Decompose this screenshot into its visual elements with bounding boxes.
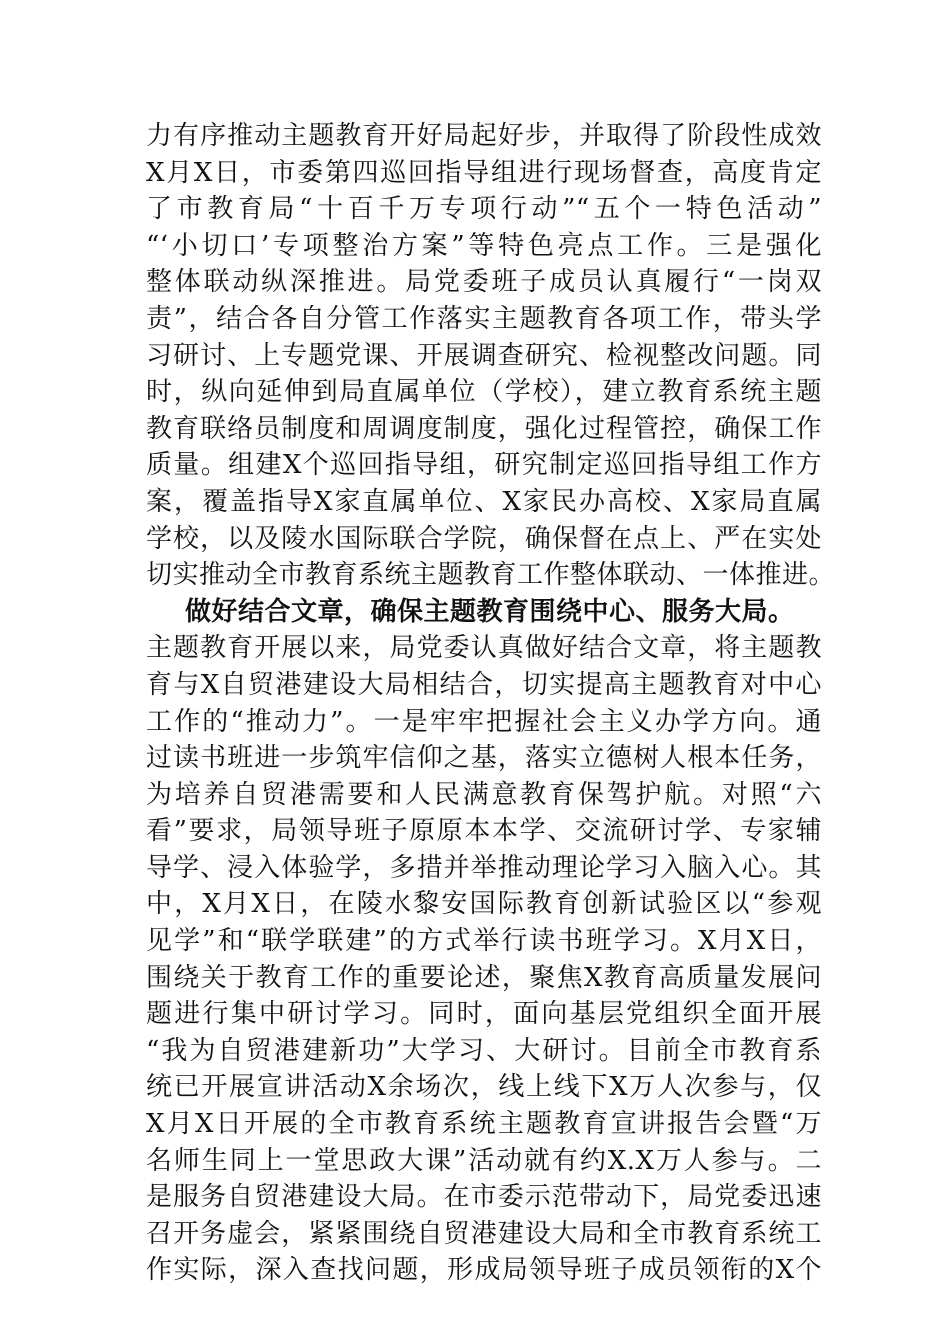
text-line: “我为自贸港建新功”大学习、大研讨。目前全市教育系	[146, 1035, 822, 1066]
text-line: 名师生同上一堂思政大课”活动就有约X.X万人参与。二	[146, 1145, 822, 1176]
text-line: 了市教育局“十百千万专项行动”“五个一特色活动”	[146, 194, 822, 225]
text-line: 过读书班进一步筑牢信仰之基，落实立德树人根本任务，	[146, 743, 822, 774]
section-heading: 做好结合文章，确保主题教育围绕中心、服务大局。	[185, 596, 795, 627]
text-line: X月X日，市委第四巡回指导组进行现场督查，高度肯定	[146, 157, 822, 188]
text-line: 统已开展宣讲活动X余场次，线上线下X万人次参与，仅	[146, 1072, 822, 1103]
document-body	[146, 118, 836, 1289]
text-line: 习研讨、上专题党课、开展调查研究、检视整改问题。同	[146, 340, 822, 371]
text-line: 作实际，深入查找问题，形成局领导班子成员领衔的X个	[146, 1255, 822, 1286]
text-line: X月X日开展的全市教育系统主题教育宣讲报告会暨“万	[146, 1109, 822, 1140]
text-line: 召开务虚会，紧紧围绕自贸港建设大局和全市教育系统工	[146, 1218, 822, 1249]
text-line: 是服务自贸港建设大局。在市委示范带动下，局党委迅速	[146, 1182, 822, 1213]
text-line: 围绕关于教育工作的重要论述，聚焦X教育高质量发展问	[146, 962, 822, 993]
text-line: 见学”和“联学联建”的方式举行读书班学习。X月X日，	[146, 926, 822, 957]
text-line: 工作的“推动力”。一是牢牢把握社会主义办学方向。通	[146, 706, 822, 737]
text-line: 教育联络员制度和周调度制度，强化过程管控，确保工作	[146, 413, 822, 444]
text-line: 题进行集中研讨学习。同时，面向基层党组织全面开展	[146, 999, 822, 1030]
text-line: 案，覆盖指导X家直属单位、X家民办高校、X家局直属	[146, 486, 822, 517]
text-line: 学校，以及陵水国际联合学院，确保督在点上、严在实处	[146, 523, 822, 554]
text-line: 质量。组建X个巡回指导组，研究制定巡回指导组工作方	[146, 450, 822, 481]
text-line: 主题教育开展以来，局党委认真做好结合文章，将主题教	[146, 633, 822, 664]
text-line: “‘小切口’专项整治方案”等特色亮点工作。三是强化	[146, 230, 822, 261]
text-line: 责”，结合各自分管工作落实主题教育各项工作，带头学	[146, 303, 822, 334]
text-line: 看”要求，局领导班子原原本本学、交流研讨学、专家辅	[146, 816, 822, 847]
text-line: 育与X自贸港建设大局相结合，切实提高主题教育对中心	[146, 669, 822, 700]
text-line: 中，X月X日，在陵水黎安国际教育创新试验区以“参观	[146, 889, 822, 920]
text-line: 切实推动全市教育系统主题教育工作整体联动、一体推进。	[146, 560, 836, 591]
text-line: 力有序推动主题教育开好局起好步，并取得了阶段性成效	[146, 121, 822, 151]
text-line: 为培养自贸港需要和人民满意教育保驾护航。对照“六	[146, 779, 822, 810]
text-line: 时，纵向延伸到局直属单位（学校），建立教育系统主题	[146, 377, 822, 408]
text-line: 导学、浸入体验学，多措并举推动理论学习入脑入心。其	[146, 852, 822, 883]
text-line: 整体联动纵深推进。局党委班子成员认真履行“一岗双	[146, 267, 822, 298]
